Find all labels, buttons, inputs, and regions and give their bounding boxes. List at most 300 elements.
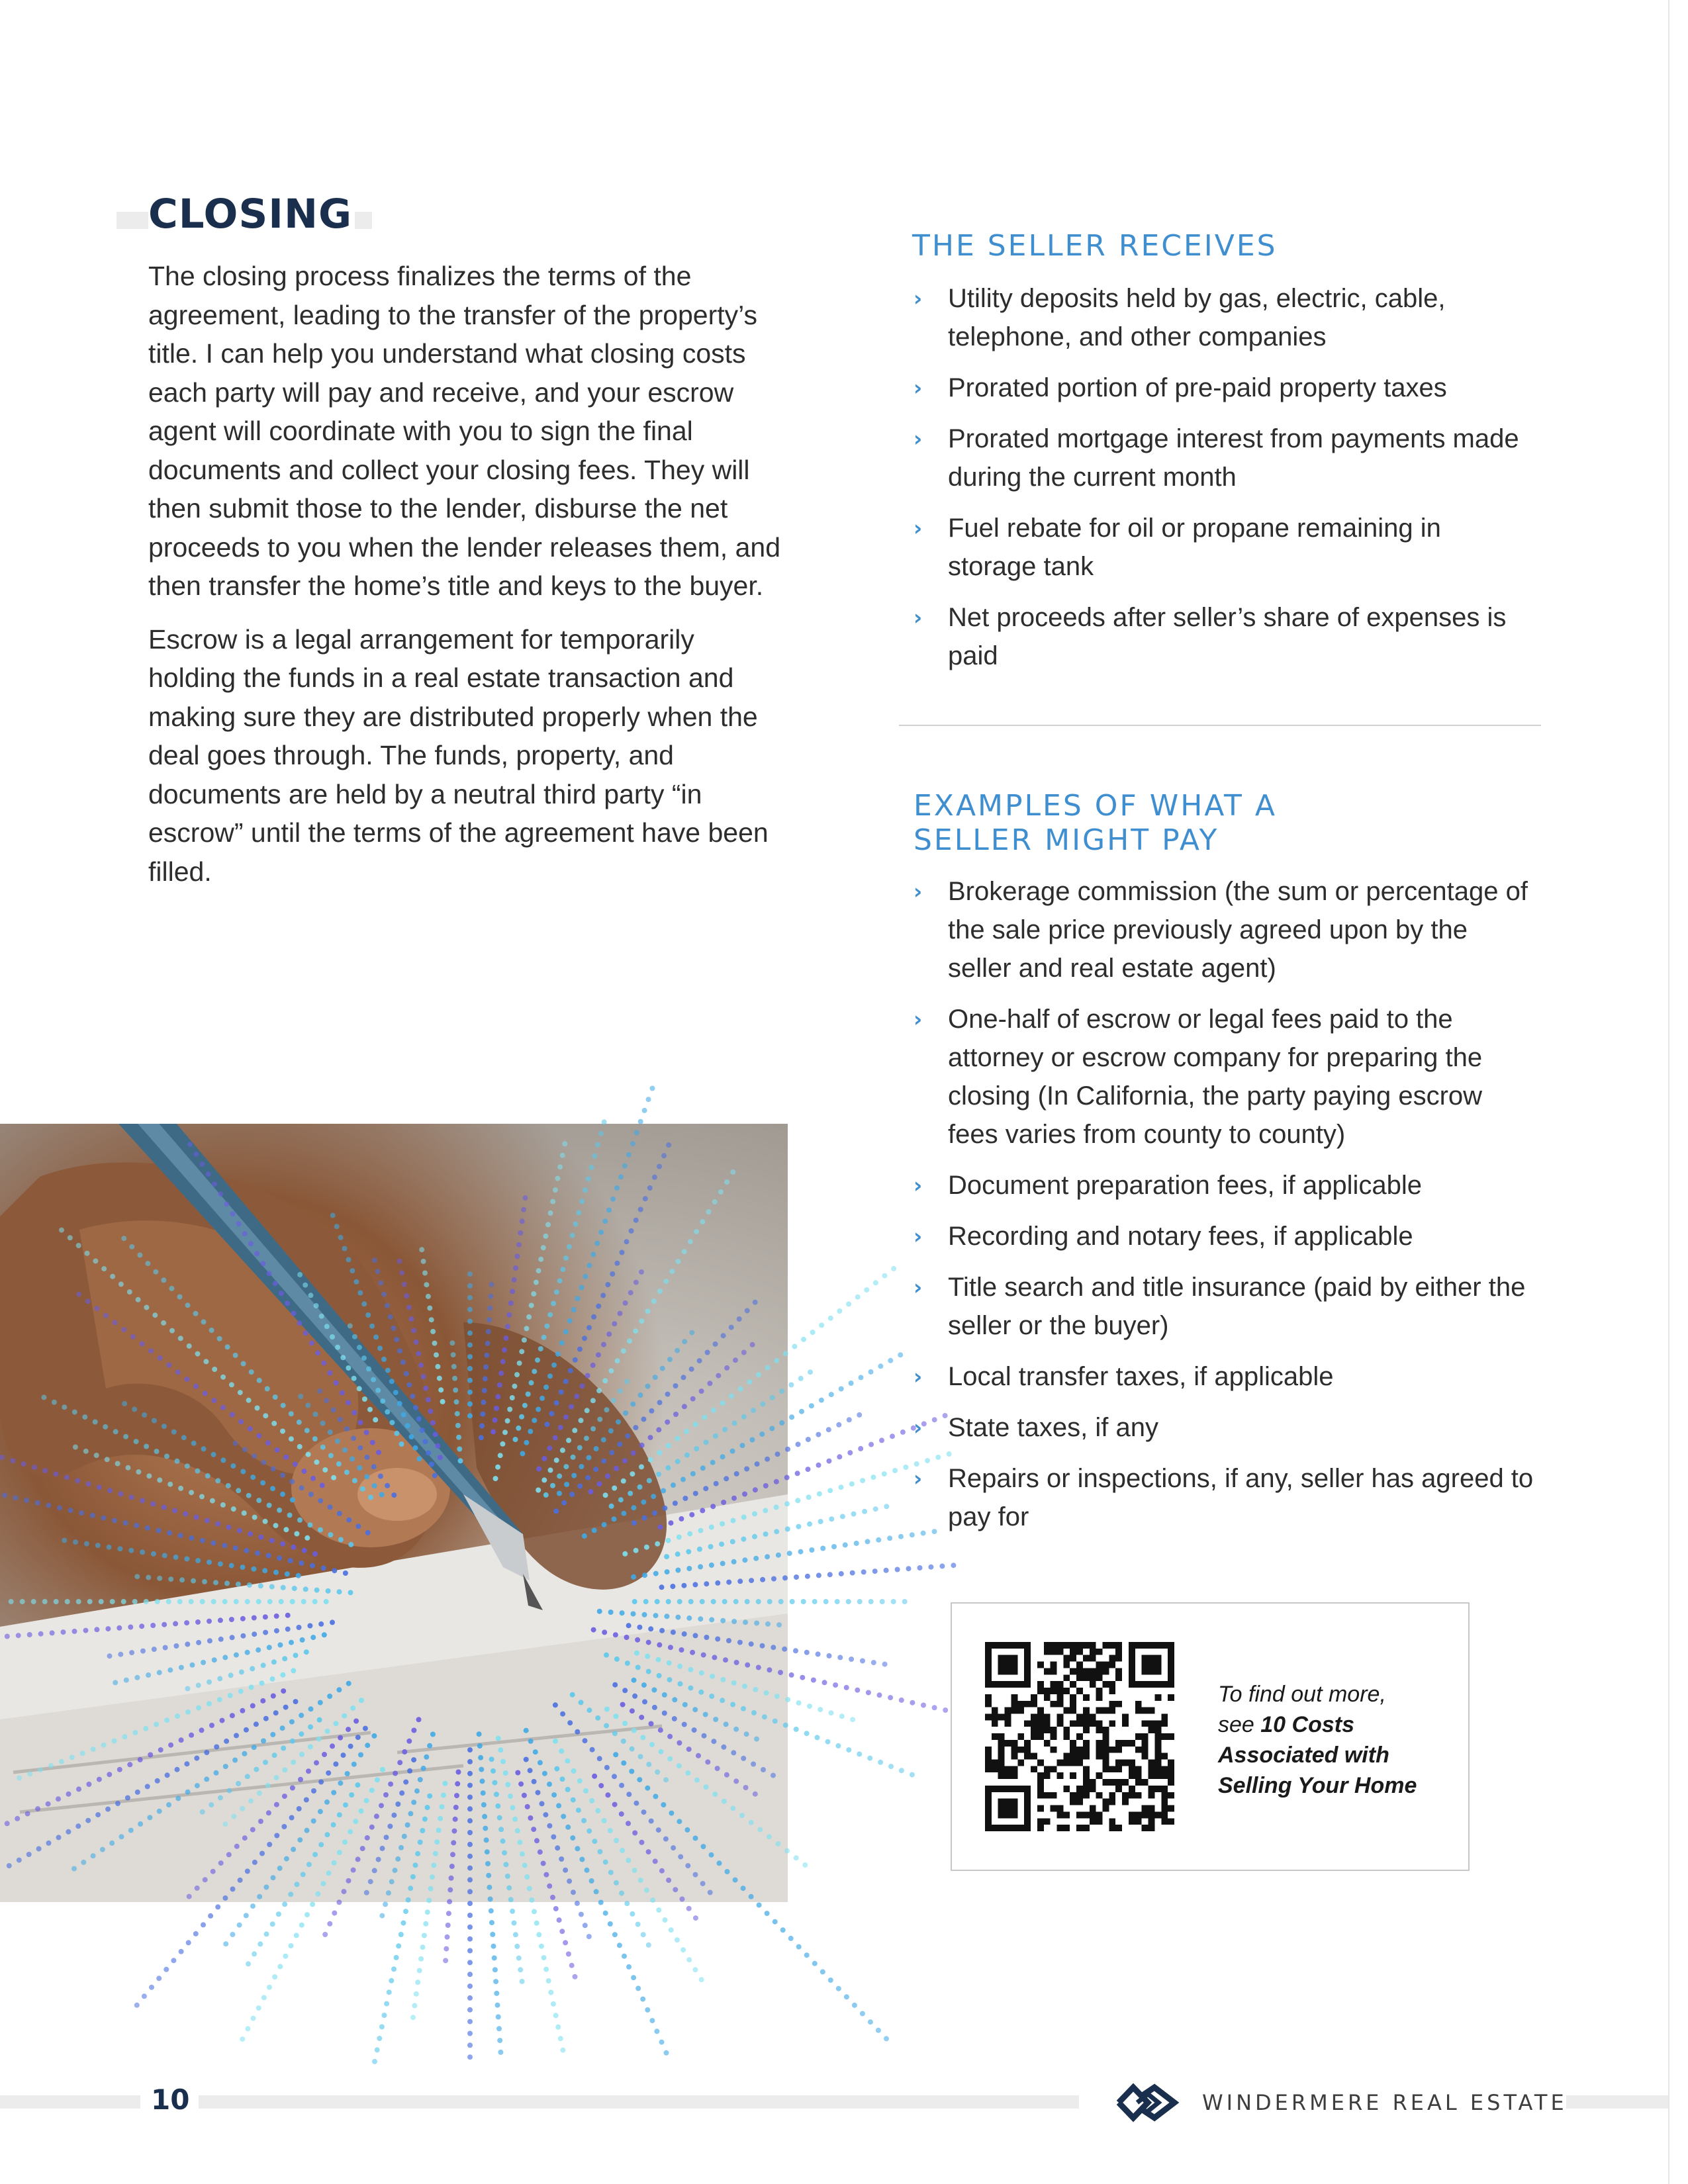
burst-dot: [754, 1621, 759, 1626]
burst-dot: [481, 1790, 486, 1796]
burst-dot: [455, 1423, 461, 1428]
burst-dot: [434, 1352, 439, 1357]
burst-dot: [557, 1278, 563, 1283]
burst-dot: [308, 1744, 313, 1749]
burst-dot: [424, 1754, 429, 1760]
burst-dot: [498, 1747, 503, 1752]
burst-dot: [401, 1412, 406, 1418]
burst-dot: [880, 1599, 885, 1604]
list-item-text: One-half of escrow or legal fees paid to the attorney or escrow company for preparing the closing (In California, the party paying escrow fees varies from county to county): [948, 1005, 1483, 1149]
burst-dot: [234, 1599, 239, 1604]
burst-dot: [397, 1348, 402, 1353]
burst-dot: [555, 1176, 561, 1181]
burst-dot: [368, 1879, 373, 1884]
burst-dot: [878, 1760, 883, 1765]
burst-dot: [255, 1406, 260, 1411]
burst-dot: [774, 1358, 779, 1363]
burst-dot: [502, 1850, 507, 1856]
burst-dot: [751, 1762, 756, 1767]
burst-dot: [90, 1513, 95, 1518]
burst-dot: [299, 1752, 305, 1757]
burst-dot: [274, 1614, 279, 1619]
burst-dot: [317, 1388, 322, 1394]
burst-dot: [554, 1289, 559, 1295]
burst-dot: [118, 1281, 124, 1287]
burst-dot: [291, 1545, 296, 1550]
burst-dot: [184, 1761, 189, 1766]
burst-dot: [709, 1617, 714, 1622]
burst-dot: [297, 1518, 303, 1523]
burst-dot: [888, 1695, 893, 1700]
burst-dot: [776, 1841, 781, 1846]
burst-dot: [258, 1941, 263, 1946]
burst-dot: [903, 1465, 908, 1470]
burst-dot: [603, 1860, 608, 1865]
burst-dot: [527, 1886, 532, 1891]
burst-dot: [291, 1846, 296, 1852]
burst-dot: [752, 1534, 757, 1539]
burst-dot: [663, 1837, 669, 1842]
burst-dot: [477, 1743, 483, 1749]
burst-dot: [453, 1817, 458, 1822]
burst-dot: [140, 1498, 145, 1503]
burst-dot: [261, 1739, 266, 1744]
burst-dot: [898, 1352, 903, 1357]
burst-dot: [651, 1688, 657, 1693]
burst-dot: [891, 1599, 896, 1604]
burst-dot: [655, 1770, 660, 1775]
burst-dot: [144, 1305, 149, 1310]
burst-dot: [324, 1832, 330, 1837]
burst-dot: [148, 1752, 153, 1758]
burst-dot: [406, 1897, 411, 1903]
burst-dot: [488, 1294, 493, 1299]
burst-dot: [127, 1289, 132, 1295]
burst-dot: [538, 1849, 543, 1854]
burst-dot: [567, 1878, 572, 1884]
burst-dot: [308, 1293, 313, 1298]
burst-dot: [651, 1494, 656, 1499]
burst-dot: [560, 1776, 565, 1782]
burst-dot: [250, 1666, 255, 1671]
burst-dot: [722, 1427, 727, 1432]
burst-dot: [660, 1366, 665, 1371]
burst-dot: [222, 1895, 228, 1901]
burst-dot: [799, 1409, 804, 1414]
burst-dot: [259, 1680, 265, 1686]
burst-dot: [606, 1208, 612, 1213]
burst-dot: [258, 1535, 263, 1540]
burst-dot: [601, 1459, 606, 1464]
burst-dot: [430, 1732, 436, 1737]
burst-dot: [308, 1706, 314, 1711]
burst-dot: [677, 1664, 682, 1669]
burst-dot: [242, 1447, 248, 1452]
burst-dot: [720, 1400, 726, 1406]
burst-dot: [563, 1414, 569, 1420]
burst-dot: [375, 1269, 381, 1274]
burst-dot: [801, 1599, 806, 1604]
burst-dot: [663, 1279, 669, 1284]
burst-dot: [404, 1371, 409, 1377]
burst-dot: [279, 1599, 284, 1604]
burst-dot: [450, 1852, 455, 1857]
burst-dot: [138, 1821, 143, 1827]
burst-dot: [135, 1790, 140, 1795]
burst-dot: [614, 1466, 619, 1471]
burst-dot: [413, 1445, 418, 1451]
burst-dot: [245, 2026, 250, 2031]
burst-dot: [724, 1721, 729, 1727]
burst-dot: [545, 1222, 551, 1227]
burst-dot: [54, 1471, 59, 1477]
burst-dot: [142, 1412, 147, 1418]
burst-dot: [606, 1332, 612, 1337]
burst-dot: [280, 1725, 285, 1731]
burst-dot: [632, 1694, 637, 1699]
burst-dot: [428, 1409, 433, 1414]
burst-dot: [712, 1199, 718, 1205]
footer-bar-middle: [199, 2095, 1079, 2109]
burst-dot: [290, 1739, 295, 1744]
burst-dot: [586, 1455, 592, 1461]
burst-dot: [242, 1751, 247, 1756]
burst-dot: [594, 1241, 600, 1246]
burst-dot: [410, 1394, 415, 1399]
burst-dot: [751, 1408, 756, 1413]
burst-dot: [899, 1768, 904, 1773]
burst-dot: [525, 1804, 530, 1809]
burst-dot: [113, 1320, 118, 1325]
burst-dot: [553, 2013, 559, 2018]
burst-dot: [35, 1806, 40, 1811]
burst-dot: [369, 1788, 375, 1793]
burst-dot: [305, 1403, 310, 1408]
burst-dot: [520, 1451, 525, 1456]
burst-dot: [890, 1433, 895, 1439]
burst-dot: [421, 1766, 426, 1771]
burst-dot: [299, 1731, 304, 1737]
burst-dot: [422, 1817, 428, 1822]
burst-dot: [548, 1467, 553, 1473]
burst-dot: [305, 1535, 310, 1541]
burst-dot: [550, 1895, 555, 1900]
burst-dot: [201, 1319, 207, 1324]
burst-dot: [579, 1912, 584, 1917]
burst-dot: [951, 1563, 956, 1568]
burst-dot: [773, 1719, 778, 1724]
burst-dot: [699, 1977, 704, 1982]
burst-dot: [579, 1857, 585, 1862]
burst-dot: [555, 2025, 561, 2030]
burst-dot: [664, 1614, 669, 1619]
burst-dot: [449, 1340, 455, 1345]
burst-dot: [774, 1504, 779, 1510]
burst-dot: [697, 1358, 702, 1363]
burst-dot: [276, 1911, 281, 1917]
burst-dot: [435, 1364, 440, 1369]
burst-dot: [836, 1986, 841, 1991]
burst-dot: [405, 1423, 410, 1428]
burst-dot: [289, 1719, 295, 1725]
burst-dot: [281, 1688, 286, 1694]
burst-dot: [590, 1398, 596, 1403]
burst-dot: [314, 1760, 319, 1766]
burst-dot: [205, 1518, 210, 1524]
burst-dot: [409, 1434, 414, 1439]
burst-dot: [208, 1913, 213, 1919]
burst-dot: [567, 1318, 573, 1324]
list-item-text: Fuel rebate for oil or propane remaining in storage tank: [948, 514, 1441, 581]
burst-dot: [679, 1647, 684, 1653]
burst-dot: [311, 1788, 316, 1794]
burst-dot: [782, 1575, 788, 1580]
burst-dot: [150, 1501, 156, 1506]
burst-dot: [685, 1863, 690, 1868]
burst-dot: [553, 1435, 558, 1441]
burst-dot: [285, 1571, 290, 1576]
burst-dot: [686, 1615, 692, 1621]
burst-dot: [725, 1869, 730, 1874]
burst-dot: [70, 1754, 75, 1760]
burst-dot: [564, 1482, 569, 1487]
burst-dot: [555, 1845, 560, 1850]
burst-dot: [690, 1396, 696, 1402]
burst-dot: [38, 1631, 44, 1637]
burst-dot: [146, 1473, 152, 1479]
burst-dot: [749, 1894, 754, 1899]
burst-dot: [648, 1626, 653, 1631]
burst-dot: [753, 1792, 758, 1797]
burst-dot: [5, 1821, 10, 1826]
burst-dot: [371, 1733, 377, 1739]
burst-dot: [348, 1542, 353, 1547]
burst-dot: [827, 1488, 833, 1493]
burst-dot: [541, 1477, 547, 1482]
qr-callout: [951, 1602, 1470, 1871]
list-item: [914, 1268, 1536, 1345]
burst-dot: [534, 1280, 539, 1285]
burst-dot: [837, 1655, 843, 1660]
burst-dot: [657, 1164, 662, 1169]
burst-dot: [297, 1444, 303, 1449]
burst-dot: [510, 1289, 515, 1294]
burst-dot: [335, 1345, 340, 1350]
burst-dot: [447, 1899, 452, 1904]
list-item: [914, 420, 1536, 496]
burst-dot: [583, 1788, 588, 1794]
burst-dot: [245, 1774, 250, 1779]
burst-dot: [281, 1585, 286, 1590]
burst-dot: [655, 1541, 660, 1547]
burst-dot: [244, 1913, 249, 1918]
burst-dot: [328, 1532, 333, 1537]
chevron-right-icon: ›: [914, 1007, 923, 1032]
burst-dot: [173, 1621, 178, 1626]
burst-dot: [288, 1558, 293, 1563]
burst-dot: [764, 1690, 769, 1696]
burst-dot: [488, 1897, 493, 1902]
burst-dot: [204, 1776, 209, 1782]
burst-dot: [538, 1257, 543, 1262]
burst-dot: [379, 2025, 385, 2030]
burst-dot: [117, 1546, 122, 1551]
burst-dot: [327, 1921, 332, 1927]
burst-dot: [716, 1373, 721, 1379]
burst-dot: [406, 1383, 412, 1388]
burst-dot: [384, 1835, 389, 1840]
burst-dot: [577, 1347, 583, 1352]
burst-dot: [185, 1302, 191, 1308]
burst-dot: [321, 1565, 326, 1570]
burst-dot: [206, 1171, 211, 1177]
burst-dot: [648, 1435, 653, 1440]
burst-dot: [391, 1966, 397, 1972]
burst-dot: [494, 1406, 499, 1411]
burst-dot: [222, 1599, 228, 1604]
burst-dot: [201, 1446, 207, 1451]
burst-dot: [724, 1179, 729, 1185]
burst-dot: [686, 1747, 692, 1752]
burst-dot: [467, 1913, 473, 1918]
burst-dot: [334, 1381, 339, 1386]
burst-dot: [682, 1496, 688, 1501]
burst-dot: [517, 1840, 522, 1845]
burst-dot: [267, 1503, 272, 1508]
burst-dot: [143, 1726, 148, 1731]
burst-dot: [835, 1743, 841, 1749]
burst-dot: [675, 1568, 680, 1573]
burst-dot: [304, 1797, 309, 1803]
burst-dot: [168, 1743, 173, 1748]
burst-dot: [855, 1295, 861, 1300]
burst-dot: [612, 1932, 618, 1937]
burst-dot: [794, 1855, 799, 1860]
burst-dot: [817, 1491, 822, 1496]
burst-dot: [215, 1904, 220, 1909]
burst-dot: [480, 1412, 485, 1417]
burst-dot: [153, 1269, 158, 1275]
burst-dot: [227, 1788, 232, 1794]
burst-dot: [169, 1286, 174, 1291]
burst-dot: [666, 1878, 671, 1883]
burst-dot: [593, 1467, 598, 1472]
burst-dot: [211, 1599, 216, 1604]
burst-dot: [693, 1633, 698, 1638]
burst-dot: [510, 1395, 515, 1400]
burst-dot: [432, 1473, 438, 1479]
burst-dot: [360, 1486, 365, 1492]
burst-dot: [610, 1271, 615, 1277]
burst-dot: [303, 1586, 308, 1592]
burst-dot: [252, 1631, 257, 1637]
burst-dot: [570, 1233, 575, 1238]
burst-dot: [397, 1259, 402, 1264]
burst-dot: [539, 1801, 545, 1806]
burst-dot: [491, 1429, 496, 1434]
burst-dot: [277, 1964, 283, 1969]
page-number: 10: [151, 2083, 190, 2116]
burst-dot: [82, 1414, 87, 1420]
burst-dot: [749, 1437, 755, 1443]
burst-dot: [816, 1572, 821, 1578]
burst-dot: [259, 1851, 265, 1856]
burst-dot: [280, 1541, 285, 1547]
burst-dot: [163, 1645, 168, 1651]
burst-dot: [239, 1669, 244, 1674]
burst-dot: [659, 1584, 665, 1590]
burst-dot: [753, 1687, 758, 1692]
burst-dot: [355, 1856, 361, 1862]
burst-dot: [588, 1489, 594, 1494]
burst-dot: [173, 1555, 179, 1560]
burst-dot: [299, 1485, 305, 1490]
list-item: [914, 598, 1536, 675]
burst-dot: [876, 2028, 881, 2033]
burst-dot: [665, 1569, 670, 1574]
burst-dot: [130, 1334, 136, 1340]
burst-dot: [815, 1735, 820, 1740]
burst-dot: [416, 1416, 422, 1422]
burst-dot: [240, 1565, 246, 1570]
burst-dot: [666, 1538, 671, 1543]
burst-dot: [211, 1452, 216, 1457]
burst-dot: [107, 1772, 112, 1777]
burst-dot: [819, 1322, 824, 1328]
burst-dot: [467, 1319, 473, 1324]
burst-dot: [73, 1539, 78, 1545]
burst-dot: [258, 1583, 263, 1588]
burst-dot: [902, 1599, 908, 1604]
qr-code-icon[interactable]: [985, 1642, 1174, 1831]
burst-dot: [723, 1657, 728, 1662]
burst-dot: [17, 1858, 22, 1863]
burst-dot: [303, 1283, 308, 1288]
burst-dot: [686, 1906, 692, 1911]
burst-dot: [148, 1348, 154, 1353]
burst-dot: [543, 1812, 548, 1817]
burst-dot: [888, 1358, 893, 1363]
burst-dot: [419, 1247, 424, 1252]
burst-dot: [518, 1782, 524, 1787]
burst-dot: [229, 1617, 234, 1622]
burst-dot: [146, 1575, 151, 1580]
burst-dot: [299, 1713, 304, 1718]
burst-dot: [189, 1490, 194, 1495]
burst-dot: [524, 1728, 529, 1733]
burst-dot: [76, 1786, 81, 1792]
burst-dot: [86, 1782, 91, 1787]
burst-dot: [238, 1390, 243, 1395]
burst-dot: [561, 1500, 567, 1506]
burst-dot: [252, 1615, 257, 1621]
burst-dot: [220, 1405, 226, 1410]
burst-dot: [467, 2054, 473, 2060]
burst-dot: [633, 1801, 639, 1806]
burst-dot: [733, 1599, 739, 1604]
burst-dot: [859, 1375, 864, 1380]
burst-dot: [543, 1234, 548, 1239]
burst-dot: [297, 1625, 302, 1630]
burst-dot: [93, 1420, 98, 1425]
burst-dot: [489, 1282, 494, 1287]
burst-dot: [551, 1363, 557, 1368]
burst-dot: [365, 1455, 370, 1460]
burst-dot: [479, 1767, 484, 1772]
burst-dot: [312, 1551, 318, 1557]
burst-dot: [387, 1824, 393, 1829]
burst-dot: [785, 1526, 790, 1531]
